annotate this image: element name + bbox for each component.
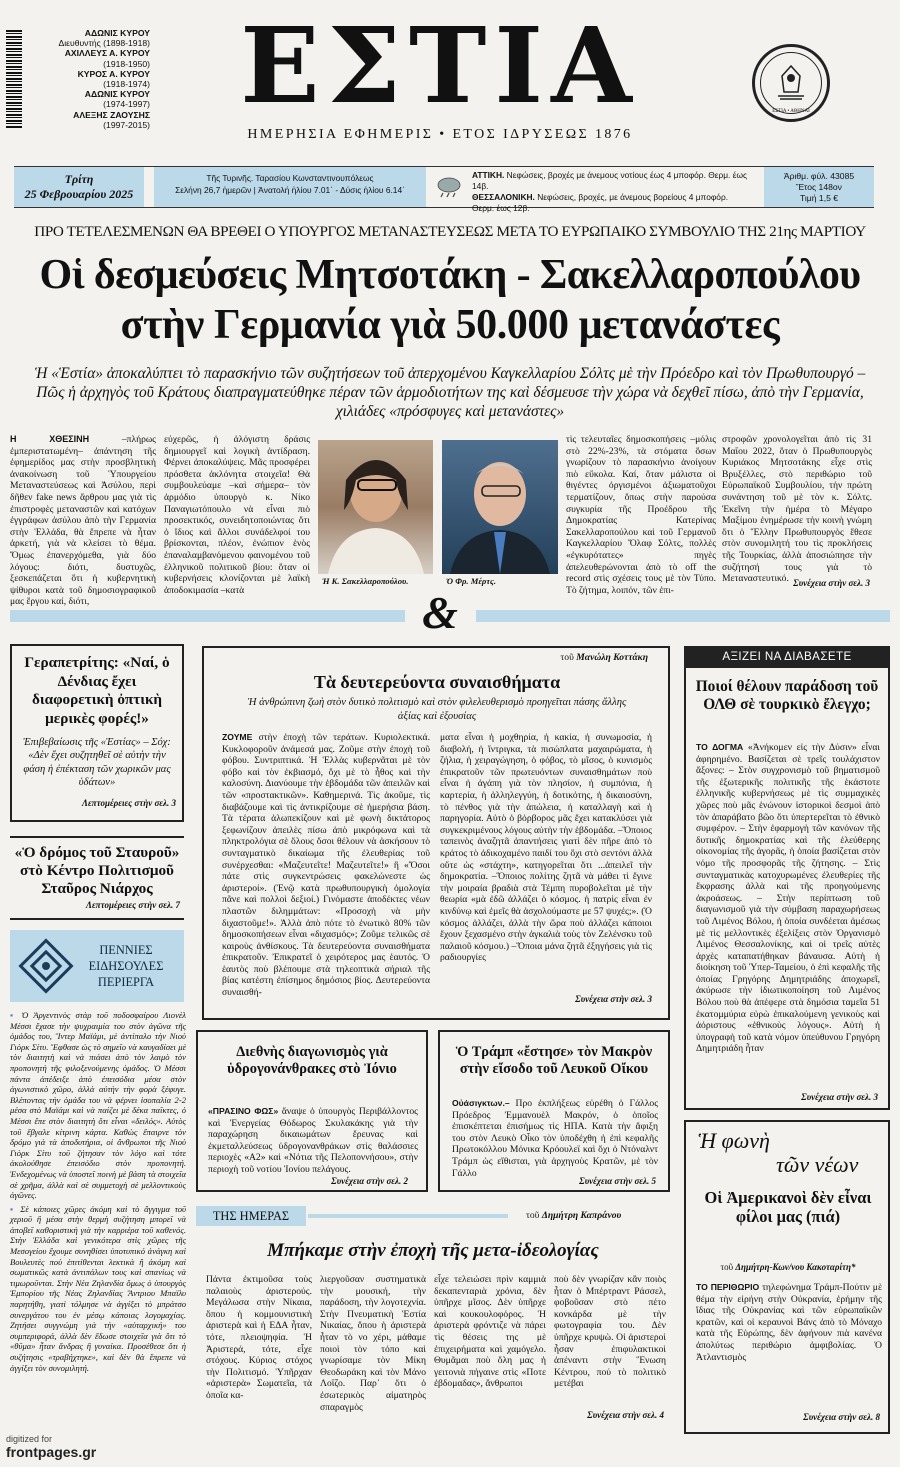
feature-col1-text: στὴν ἐποχὴ τῶν τεράτων. Κυριολεκτικά. Κυκλοφοροῦν ἀνάμεσά μας. Ζοῦμε στὴν ἐποχὴ τοῦ φόβου. Συντριπτικά. Ἡ Ἑλλὰς κυβερνᾶται μὲ τὸν φόβο καὶ τὸν ἐκβιασμό, ὄχι μὲ τὸ ἦθος καὶ τὴν καλοσύνη. Διανύουμε τὴν ἑβδομάδα τῶν ἀπειλῶν καὶ τῶν «προστακτικῶν». Καθημερινά. Τὶς ἀκοῦμε, τὶς διαβάζουμε καὶ τὶς ἀντικρίζουμε σὲ ἡμερήσια βάση. Τὰ τέρατα ἀλωπεκίζουν καὶ μὲ φωνὴ δικτάτορος ξεφωνίζουν ἀπειλὲς πίσω ἀπὸ μικρόφωνα καὶ τὰ πληκτρολόγια σὲ ὅλους ὅσοι θέλουν νὰ ἀσκήσουν τὸ συνταγματικὸ δικαίωμα τῆς ἐλευθερίας τοῦ συνέρχεσθαι: «Μαζευτεῖτε! Μαζευτεῖτε!» ἢ «Ὅσοι πάτε στὶς συγκεντρώσεις φακελώνεστε ὡς ἀριστεροί». (Ἐνῷ κατὰ πρωθυπουργικὴ ὁμολογία πᾶνε καὶ πολλοὶ δεξιοί.) Γινόμαστε ἀποδέκτες νέων πλαστῶν διλημμάτων: «Προσοχὴ νὰ μὴν διχαστοῦμε!». Ἀλλὰ ἀπὸ πότε τὸ ἐνωτικὸ 80% τῶν δημοσκοπήσεων εἶναι «διχασμός»; Ζοῦμε τελικῶς σὲ καιροὺς ἀνθίσκους. Τὰ δευτερεύοντα συναισθήματα ἐπικρατοῦν. Ἐπικρατεῖ ὁ χειρότερος μας ἑαυτός. Ὁ ἑαυτὸς ποὺ βλέπουμε στὰ τηλεοπτικὰ σήριαλ τῆς βίας κατέστη ἐπίσημος δημόσιος βίος. Δευτερεύοντα συναισθή- (222, 732, 430, 999)
photo-caption-1: Ἡ Κ. Σακελλαροπούλου. (322, 576, 409, 586)
mid1-lead: «ΠΡΑΣΙΝΟ ΦΩΣ» (208, 1106, 279, 1116)
newspaper-title: ΕΣΤΙΑ (240, 4, 640, 127)
photo-sakellaropoulou (318, 440, 433, 574)
lead-deck: Ἡ «Ἑστία» ἀποκαλύπτει τὸ παρασκήνιο τῶν συζητήσεων τοῦ ἀπερχομένου Καγκελλαρίου Σόλτς μὲ τὴν Πρόεδρο καὶ τὸν Πρωθυπουργό – Πῶς ἡ ἀρχηγὸς τοῦ Κράτους διαπραγματεύθηκε πέραν τῶν ἁρμοδιοτήτων της καὶ δέσμευσε τὴν χώρα νὰ δεχθεῖ πίσω, ἀπὸ τὴν Γερμανία, χιλιάδες «πρόσφυγες καὶ μετανάστες» (34, 365, 866, 420)
right2-byline (690, 1262, 886, 1272)
youth-column-name-2: τῶν νέων (776, 1152, 859, 1177)
footer-credit (6, 1434, 206, 1460)
day-name: Τρίτη (64, 172, 94, 186)
feature-byline-name: Μανώλη Κοττάκη (576, 652, 648, 663)
footer-line1: digitized for (6, 1434, 53, 1444)
saints-text: Τῆς Τυρινῆς. Ταρασίου Κωνσταντινουπόλεως (206, 173, 374, 183)
left2-more[interactable]: Λεπτομέρειες στὴν σελ. 7 (85, 900, 180, 910)
right2-byline-prefix: τοῦ (720, 1262, 734, 1272)
right2-byline-name: Δημήτρη-Κων/νου Κακοταρίτη* (735, 1262, 856, 1272)
editorial-title: Μπήκαμε στὴν ἐποχὴ τῆς μετα-ἰδεολογίας (267, 1240, 599, 1261)
pennies-header (10, 930, 184, 1002)
youth-column-name-1: Ἡ φωνὴ (698, 1128, 770, 1153)
barcode (6, 30, 22, 128)
right2-text: τηλεφώνημα Τράμπ-Πούτιν μὲ θέμα τὴν εἰρήνη στὴν Οὐκρανία, ἐρήμην τῆς ἴδιας τῆς Οὐκρανίας καὶ τῶν εὐρωπαϊκῶν κρατῶν, καὶ οἱ κεραυνοὶ Βάνς ἀπὸ τὸ Μόναχο κατὰ τῆς Εὐρώπης, δὲν ἀφήνουν πιὰ κανένα ἀπολύτως περιθώριο ἀμφιβολίας. Ὁ Ἀτλαντισμὸς (696, 1282, 882, 1363)
divider-right (476, 610, 890, 622)
lead-headline-line2: στὴν Γερμανία γιὰ 50.000 μετανάστες (120, 302, 780, 348)
photo-merz (442, 440, 558, 574)
lead-col1-text: –πλήρως ἐμπεριστατωμένη– ἀπάντηση τῆς ἐφημερίδος μας στὴν προσβλητικὴ ἀνακοίνωση τοῦ Ὑπουργείου Μεταναστεύσεως καὶ Ἀσύλου, περὶ δῆθεν fake news ἄρθρου μας γιὰ τὶς ἐπιστροφὲς μεταναστῶν καὶ κατόχων ἐγγράφων ἀσύλου ἀπὸ τὴν Γερμανία στὴν Ἑλλάδα, θὰ ἔπρεπε νὰ ἦταν ἀρκετή, γιὰ νὰ κλείσει τὸ θέμα. Ὅμως ἐπανερχόμεθα, γιὰ δύο λόγους: διότι, δυστυχῶς, ξεσκεπάζεται ὅτι ἡ κυβερνητικὴ ψίθυροι κατὰ τοῦ δημοσιογραφικοῦ μας ἔργου καί, διότι, (10, 434, 156, 608)
feature-box (202, 646, 670, 1020)
mid2-continue[interactable]: Συνέχεια στὴν σελ. 5 (579, 1176, 656, 1186)
weather-text (472, 170, 752, 214)
right1-text: «Ἀνήκομεν εἰς τὴν Δύσιν» εἶναι ἀφηρημένο. Βασίζεται σὲ τρεῖς τουλάχιστον ἄξονες: – Στὸν συγχρονισμὸ τοῦ βηματισμοῦ τῆς ἐξωτερικῆς πολιτικῆς τῆς ἑκάστοτε ἑλληνικῆς κυβερνήσεως μὲ τὶς συμμαχικὲς χῶρες ποὺ μᾶς ἑνώνουν ἱστορικοὶ δεσμοὶ ἀπὸ τὸν ἀπαράβατο βῶο ὅτι ὑπερτερεῖται τὸ ἐθνικὸ συμφέρον. – Στὴν ἐφαρμογὴ τῶν κανόνων τῆς δυτικῆς δημοκρατίας καὶ τῆς ἐλεύθερης οἰκονομίας τῆς ἀγορᾶς, ἡ ὁποία βασίζεται στὸν νόμο τῆς προσφορᾶς τῆς ζήτησης. – Στὶς συνταγματικὰς κατοχυρωμένες ἐλευθερίες τῆς ἔκφρασης ἀλλὰ καὶ τῆς προηγούμενης ἀκροάσεως. – Στὴν περίπτωση τοῦ διαγωνισμοῦ γιὰ τὴν σύμβαση παραχωρήσεως τοῦ Λιμένος Βόλου, ἡ ὁποία συνδέεται ἀμέσως μὲ τὶς μελλοντικὲς ἐξελίξεις στὸν Ὀργανισμὸ Λιμένος Θεσσαλονίκης, καὶ οἱ τρεῖς αὐτὲς ἀρχὲς καταπατήθηκαν βάναυσα. Αὐτὴ ἡ διοίκηση τοῦ Ὑπερ-Ταμείου, ὁ ἐπὶ κεφαλῆς τῆς ὁποίας Γρηγόρης Δημητριάδης ἀποχωρεῖ, ἀκύρωσε τὴν ἰδιωτικοποίηση τοῦ Λιμένος Βόλου ποὺ θὰ ἀπέφερε στὰ δημόσια ταμεῖα 51 ἑκατομμύρια εὐρὼ ἐπικαλούμενη γενικοὺς καὶ ἀόριστους «ἐθνικοὺς λόγους». Αὐτὴ ἡ ὑπογραφὴ τοῦ κατὰ νόμον ὑπεύθυνου Γρηγόρη Δημητριάδη ἦταν (696, 742, 880, 1055)
lead-column-3: τὶς τελευταῖες δημοσκοπήσεις –μόλις στὸ 22%-23%, τὰ στόματα ὅσων γνωρίζουν τὸ παρασκήνιο ἀνοίγουν πιὸ εὔκολα. Καί, ὅταν μάλιστα οἱ θιγέντες ὀργισμένοι ἀξιωματοῦχοι τερματίζουν, ὅπως στὴν παρούσα συγκυρία τῆς Προέδρου τῆς Δημοκρατίας Κατερίνας Σακελλαροπούλου καὶ τοῦ Γερμανοῦ Καγκελλαρίου Ὄλαφ Σόλτς, πολλὲς «ἐγκυρότατες» πηγὲς ἀπελευθερώνονται ἀπὸ τὸ off the record στὶς σχέσεις τους μὲ τὸν Τύπο. Τὸ ζήτημα, λοιπόν, τῶν ἐπι- (566, 434, 716, 596)
lead-column-1 (10, 434, 156, 608)
right2-continue[interactable]: Συνέχεια στὴν σελ. 8 (803, 1412, 880, 1422)
feature-byline-prefix: τοῦ (560, 652, 574, 663)
right2-title: Οἱ Ἀμερικανοὶ δὲν εἶναι φίλοι μας (πιά) (704, 1188, 872, 1226)
issue-price: Τιμή 1,5 € (799, 193, 839, 203)
sun-text: Σελήνη 26,7 ἡμερῶν | Ἀνατολή ἡλίου 7.01΄ - Δύσις ἡλίου 6.14΄ (175, 185, 405, 195)
diamond-ornament-icon (18, 938, 74, 994)
divider-left (10, 610, 405, 622)
editorial-rule (308, 1214, 508, 1218)
right2-body (696, 1282, 882, 1406)
right1-label: ΑΞΙΖΕΙ ΝΑ ΔΙΑΒΑΣΕΤΕ (684, 646, 890, 668)
editorial-column-1: Πάντα ἐκτιμοῦσα τοὺς παλαιοὺς ἀριστερούς. Μεγάλωσα στὴν Νίκαια, ὅπου ἡ κομμουνιστικὴ ἀριστερὰ καὶ ἡ ΕΔΑ ἦταν, τότε, πλειοψηφία. Ἡ Ἀριστερά, τότε, εἶχε στόχους. Κύριος στόχος τὴν Πολιτισμό. Ὑπῆρχαν «ἀριστερὰ» Σωματεῖα, τὰ ὁποῖα κα- (206, 1274, 312, 1401)
lead-column-4: στροφῶν χρονολογεῖται ἀπὸ τὶς 31 Μαΐου 2022, ὅταν ὁ Πρωθυπουργὸς Κυριάκος Μητσοτάκης εἶχε στὶς Βρυξέλλες, στὸ περιθώριο τοῦ Εὐρωπαϊκοῦ Συμβουλίου, τὴν πρώτη συνάντηση τοῦ μὲ τὸν κ. Σόλτς. Ἐκεῖνη τὴν ἡμέρα τὸ Μέγαρο Μαξίμου ἐνημέρωσε τὴν κοινὴ γνώμη ὅτι ὁ Ἕλλην Πρωθυπουργὸς ἔθεσε στὸν συνομιλητή του τὶς προκλήσεις τῆς Τουρκίας, ἀλλὰ ἀποσιώπησε τὴν συζήτησή τους γιὰ τὸ Μεταναστευτικό. (722, 434, 872, 585)
weather-thess-label: ΘΕΣΣΑΛΟΝΙΚΗ. (472, 192, 535, 202)
left1-deck: Ἐπιβεβαίωσις τῆς «Ἑστίας» – Σόχ: «Δὲν ἔχει συζητηθεῖ σὲ αὐτὴν τὴν φάση ἡ ἐπέκταση τῶν χωρικῶν μας ὑδάτων» (23, 737, 171, 789)
mid2-title: Ὁ Τράμπ «ἔστησε» τὸν Μακρὸν στὴν εἴσοδο τοῦ Λευκοῦ Οἴκου (455, 1044, 653, 1077)
founder-name: ΑΔΩΝΙΣ ΚΥΡΟΥ (84, 89, 150, 100)
mid2-body (452, 1098, 658, 1179)
weather-attiki: Νεφώσεις, βροχές με άνεμους νοτίους έως 4 μποφόρ. Θερμ. έως 14β. (472, 170, 748, 191)
weather-attiki-label: ΑΤΤΙΚΗ. (472, 170, 505, 180)
editorial-column-2: λιεργοῦσαν συστηματικὰ τὴν μουσική, τὴν παράδοση, τὴν λογοτεχνία. Στὴν Πνευματικὴ Ἑστία Νικαίας, ὅπου ἡ ἀριστερὰ ἦταν τὸ νο χέρι, μάθαμε ποιοὶ τὸν τόπο καὶ γνωρίσαμε τὸν Μίκη Θεοδωράκη καὶ τὸν Μάνο Λοΐζο. Παρ᾽ ὅτι ὁ ἐσωτερικὸς αἰματηρὸς σπαραγμὸς (320, 1274, 426, 1413)
square-bullet-icon: ▪ (10, 1203, 16, 1214)
editorial-continue[interactable]: Συνέχεια στὴν σελ. 4 (587, 1410, 664, 1420)
founder-years: (1918-1974) (103, 79, 150, 90)
editorial-column-4: ποὺ δὲν γνωρίζαν κἂν ποιὸς ἦταν ὁ Μπέρτραντ Ράσσελ, φοβοῦσαν στὸ πέτο κονκάρδα μὲ τὴν φωτογραφία του. Δὲν ὑπῆρχε κρυψὼ. Οἱ ἀριστεροὶ ἦσαν ἐπιφυλακτικοὶ ἀπέναντι στὴν Ἕνωση Κέντρου, πού τὸ πολιτικὸ μετέβαι (554, 1274, 666, 1390)
mid1-body (208, 1106, 418, 1175)
founder-name: ΚΥΡΟΣ Α. ΚΥΡΟΥ (77, 68, 150, 79)
mid1-text: ἄναψε ὁ ὑπουργὸς Περιβάλλοντος καὶ Ἐνεργείας Θόδωρος Σκυλακάκης γιὰ τὴν παραχώρηση δικαιωμάτων ἔρευνας καὶ ἐκμεταλλεύσεως ὑδρογονανθράκων στὶς θαλάσσιες περιοχὲς «Α2» καὶ «Νότια τῆς Πελοποννήσου», στὴν περιοχὴ τοῦ νοτίου Ἰονίου πελάγους. (208, 1106, 418, 1175)
right2-lead: ΤΟ ΠΕΡΙΘΩΡΙΟ (696, 1282, 760, 1292)
pennies-label-3: ΠΕΡΙΕΡΓΑ (97, 975, 155, 989)
editorial-byline (526, 1210, 621, 1221)
lead-headline-line1: Οἱ δεσμεύσεις Μητσοτάκη - Σακελλαροπούλου (39, 252, 861, 298)
founder-years: (1918-1950) (103, 58, 150, 69)
mid2-lead: Οὐάσιγκτων.– (452, 1098, 510, 1108)
right1-continue[interactable]: Συνέχεια στὴν σελ. 3 (801, 1092, 878, 1102)
issue-number: Ἀριθμ. φύλ. 43085 (783, 171, 855, 181)
square-bullet-icon: ▪ (10, 1010, 17, 1020)
editorial-column-3: εἶχε τελειώσει πρὶν καμμιὰ δεκαπενταριὰ χρόνια, δὲν ὑπῆρχε μῖσος. Δὲν ὑπῆρχε καὶ κουκουλοφόρος. Ἡ ἀριστερὰ φρόντιζε νὰ πάρει τὶς θέσεις της μὲ ἐπιχειρήματα καὶ χαμόγελο. Θυμᾶμαι ποὺ ὅλη μας ἡ γειτονιὰ πήγαινε στὶς «Ποτε ἐβδομαδας», ἄνθρωποι (434, 1274, 546, 1390)
left-box-gerapetritis (10, 644, 184, 822)
right1-lead: ΤΟ ΔΟΓΜΑ (696, 742, 744, 752)
newspaper-subtitle: ΗΜΕΡΗΣΙΑ ΕΦΗΜΕΡΙΣ • ΕΤΟΣ ΙΔΡΥΣΕΩΣ 1876 (247, 127, 633, 142)
pennies-label-1: ΠΕΝΝΙΕΣ (99, 943, 153, 957)
saints-box (154, 167, 426, 207)
editorial-byline-prefix: τοῦ (526, 1210, 540, 1221)
photo-caption-2: Ὁ Φρ. Μέρτς. (446, 576, 496, 586)
left-story-stavros (10, 836, 184, 920)
info-bar (14, 166, 874, 213)
editorial-label: ΤΗΣ ΗΜΕΡΑΣ (196, 1206, 306, 1226)
ampersand-ornament: & (422, 587, 458, 638)
founder-name: ΑΔΩΝΙΣ ΚΥΡΟΥ (84, 28, 150, 38)
date-box (14, 167, 144, 207)
mid-box-hydrocarbons (196, 1030, 428, 1192)
footer-site[interactable]: frontpages.gr (6, 1444, 97, 1460)
pennies-item-2: ▪ Σὲ κάποιες χῶρες ἀκόμη καὶ τὸ ἄγγιγμα τοῦ χεριοῦ ἢ μέσα στὴν θερμὴ συζήτηση μπορεῖ νὰ ἀποβεῖ καθοριστικὴ γιὰ τὴν καρριέρα τοῦ καθενός. Στὴν Ἑλλάδα καὶ γενικότερα στὶς χῶρες τῆς Μεσογείου ἔχουμε συνηθίσει ὑποτυπικό ἀνάγκη καὶ Βουλευτὲς ποὺ ἐπιτίθενται λεκτικὰ ἢ ἀκόμη καὶ σωματικῶς κατὰ ἀντιπάλων τους καὶ σπανίως νὰ τιμωροῦνται. Στὴν Νέα Ζηλανδία ὅμως ὁ ὑπουργὸς Ἐμπορίου τῆς Νέας Ζηλανδίας Ἄντριου Μπαϊλυ παρητήθη, γιατὶ τόλμησε νὰ ἀγγίξει τὸ μπράτσο συνεργάτου του ἐν μέσῳ κάποιας λογομαχίας. Ζητήσει συγγνώμη γιὰ τὴν «αὐταρχική» του συμπεριφορά, ἀλλὰ δὲν ἔδωσε στοιχεῖα γιὰ ὅτι τὸ «θῦμα» ἦταν ἄνδρας ἢ γυναίκα. Προσέθεσε ὅτι ἡ συζήτησις «τραβήχτηκε», καὶ δὲν θὰ ἔπρεπε νὰ ἀγγίξει τὸν συνομιλητή. (10, 1203, 187, 1373)
mid1-title: Διεθνὴς διαγωνισμὸς γιὰ ὑδρογονάνθρακες στὸ Ἰόνιο (227, 1044, 397, 1077)
lead-column-2: εὐχερῶς, ἡ ἀλόγιστη δράσις δημιουργεῖ καὶ λογικὴ ἀντίδραση. Φέρνει ἀποκαλύψεις. Μᾶς προσφέρει πρόσθετα ἀκλόνητα στοιχεῖα! Θὰ συμβουλεύαμε –καὶ σήμερα– τὸν ἁρμόδιο ὑπουργὸ κ. Νίκο Παναγιωτόπουλο νὰ εἶναι πιὸ προσεκτικός, συνειδητοποιώντας ὅτι ὁ ἴδιος καὶ ἄλλοι συνάδελφοί του βρίσκονται, πλέον, ἐνώπιον ἑνὸς ἐπαναλαμβανόμενου φαινομένου τοῦ ἑλληνικοῦ πολιτικοῦ βίου: ὅταν οἱ κυβερνήσεις κλονίζονται μὲ λαϊκὴ ἀποδοκιμασία –κατὰ (164, 434, 310, 596)
editorial-header (196, 1206, 670, 1226)
lead-continue[interactable]: Συνέχεια στὴν σελ. 3 (793, 578, 870, 588)
left1-more[interactable]: Λεπτομέρειες στὴν σελ. 3 (81, 798, 176, 808)
issue-year: Ἔτος 148ον (796, 182, 842, 192)
founder-name: ΑΧΙΛΛΕΥΣ Α. ΚΥΡΟΥ (64, 48, 150, 59)
right-box-youth (684, 1120, 890, 1434)
founder-years: (1974-1997) (103, 99, 150, 110)
founders-list (40, 28, 150, 130)
feature-title: Τὰ δευτερεύοντα συναισθήματα (313, 672, 561, 692)
feature-continue[interactable]: Συνέχεια στὴν σελ. 3 (575, 994, 652, 1004)
pennies-item-1: ▪ Ὁ Ἀργεντινὸς στὰρ τοῦ ποδοσφαίρου Λιονὲλ Μέσσι ἔχασε τὴν ψυχραιμία του στὸν ἀγῶνα τῆς ὁμάδος του, Ἴντερ Μαϊάμι, μὲ ἀντίπαλο τὴν Νιοὺ Γιὸρκ Σίτυ. Ἔφθασε ὡς τὸ σημεῖο νὰ καυγαδίσει μὲ τὸν διαιτητὴ καὶ νὰ πιάσει ἀπὸ τὸν λαιμὸ τὸν προπονητὴ τῆς φιλοξενούμενης ὁμάδος. Ὁ Μέσσι πάντα ἀπέδειξε ἀπὸ ἐπεισόδια μέσα στὸν ἀγωνιστικὸ χῶρο, ἀλλὰ αὐτὴν τὴν φορὰ ξέφυγε. Βλέποντας τὴν ὁμάδα του νὰ φέρνει ἰσοπαλία 2-2 μέσα στὸ Μαϊάμι καὶ νὰ παίζει μὲ δέκα παῖκτες, ὁ Μέσσι ἔπε στὸν διαιτητὴ ὅτι εἶναι «δειλός». Αὐτὸς τοῦ ἔβγαλε κίτρινη κάρτα. Καθὼς ἔπαιρνε τὸν δρόμο γιὰ τὰ ἀποδυτήρια, οἱ ἄνθρωποι τῆς Νιοὺ Γιὸρκ Σίτυ τοῦ ζήτησαν τὸν λόγο καὶ τότε ἀκολούθησε ἐπεισόδιο στὸν προπονητή. Ἐνδεχομένως νὰ ὑποστεῖ ποινὴ μὲ βάση τὰ στοιχεῖα σὲ χρῆμα, ἀλλὰ καὶ σὲ συμμετοχὴ σὲ μελλοντικοὺς ἀγῶνες. (10, 1010, 187, 1201)
feature-col1-initial: ΖΟΥΜΕ (222, 732, 253, 742)
seal-text: ΕΣΤΙΑ • ΑΘΗΝΑΙ (772, 109, 810, 114)
feature-deck: Ἡ ἀνθρώπινη ζωὴ στὸν δυτικὸ πολιτισμὸ καὶ στὸν φιλελευθερισμὸ προηγεῖται πάσης ἄλλης ἀξίας καὶ ἐξουσίας (247, 697, 627, 722)
pennies-label-2: ΕΙΔΗΣΟΥΛΕΣ (88, 959, 164, 973)
feature-column-2: ματα εἶναι ἡ μοχθηρία, ἡ κακία, ἡ συνωμοσία, ἡ διαβολή, ἡ ἴντριγκα, τὰ πισώπλατα μαχαιρώματα, ἡ ζήλια, ἡ χειραγώγηση, ὁ φόβος, τὸ μῖσος, ὁ κυνισμὸς ἐπικρατοῦν τῶν πρωτευόντων συναισθημάτων ποὺ εἶναι ἡ ἀγάπη γιὰ τὸν πλησίον, ἡ συμπόνια, ἡ καρτερία, ἡ ἀλληλεγγύη, ἡ δοτικότης, ἡ δικαιοσύνη, τὸ πένθος γιὰ τὴν ἀπώλεια, ἡ καταλλαγὴ καὶ ἡ παρηγορία. Αὐτὸ ὁ βόρβορος μᾶς ἔχει κατακλύσει γιὰ συγκεκριμένους λόγους αὐτὴν τὴν ἑβδομάδα. –Ὅποιος ταπεινὸς ἀναζητᾶ ἀπαντήσεις γιατὶ δὲν πῆρε ἀπὸ τὸ κράτος τὸ ἀδικοχαμένο παιδί του ὅχι στὸ σεντόνι ἀλλὰ οὔτε ὡς «στάχτη», κατηγορεῖται ὅτι ...ἀπειλεῖ τὴν δημοκρατία. –Ὅποιος πολίτης ζητᾶ νὰ μάθει τὶ ἔγινε τὴν μοιραία βραδιὰ στὰ Τέμπη πυροβολεῖται μὲ τὴν θεωρία «μὰ ἐδῶ ἀλλάζει ὁ κόσμος. ἡ πατρὶς εἶναι ἐν κινδύνῳ καὶ ἐμεῖς θὰ ἀσχολούμαστε με 57 ψυχές;». (Ὁ κόσμος ἀλλάζει, ἀλλὰ τὴν ὥρα ποὺ ἀλλάζει κάποιοι ἔχουν ξεχασμένο στὴν ἀγκαλιὰ τοὺς τὸν Ζελένσκυ τοῦ παλαιοῦ κόσμου.) –Ὅποια μάνα ζητᾶ ἐξηγήσεις γιὰ τὶς ραδιουργίες (440, 732, 652, 964)
lead-col1-initial: Η ΧΘΕΣΙΝΗ (10, 434, 90, 444)
feature-byline (560, 652, 648, 663)
right1-title: Ποιοί θέλουν παράδοση τοῦ ΟΛΘ σὲ τουρκικὸ ἔλεγχο; (695, 678, 879, 713)
founder-years: (1997-2015) (103, 119, 150, 130)
pennies-labels (74, 942, 178, 990)
date-text: 25 Φεβρουαρίου 2025 (24, 187, 134, 201)
left1-title: Γεραπετρίτης: «Ναί, ὁ Δένδιας ἔχει διαφορετικὴ ὀπτικὴ μερικὲς φορές!» (24, 654, 170, 727)
right1-body (696, 742, 880, 1088)
mid2-text: Προ ἐκπλήξεως εὑρέθη ὁ Γάλλος Πρόεδρος Ἐμμανουὲλ Μακρόν, ὁ ὁποῖος ἐπισκέπτεται ἐπισήμως τὶς ΗΠΑ. Κατὰ τὴν ἄφιξη του στὸν Λευκὸ Οἶκο τὸν ὑποδέχθη ἡ ἐπὶ κεφαλῆς Πρωτοκόλλου Μόνικα Κρόουλεϊ καὶ ὄχι ὁ Ντόναλντ Τράμπ ὡς εἴθισται, γιὰ ἀρχηγοὺς Κρατῶν, μὲ τὸν Γάλλο (452, 1098, 658, 1179)
founder-years: Διευθυντής (1898-1918) (58, 38, 150, 49)
pennies-body (10, 1010, 186, 1430)
feature-column-1 (222, 732, 430, 1008)
left2-title: «Ὁ δρόμος τοῦ Σταυροῦ» στὸ Κέντρο Πολιτισμοῦ Σταῦρος Νιάρχος (14, 844, 180, 897)
cloud-icon (434, 175, 464, 199)
mid1-continue[interactable]: Συνέχεια στὴν σελ. 2 (331, 1176, 408, 1186)
seal-logo (752, 44, 830, 122)
mid-box-trump (438, 1030, 670, 1192)
issue-box (764, 167, 874, 207)
weather-thess: Νεφώσεις, βροχές, με άνεμους βορείους 4 μποφόρ. Θερμ. έως 12β. (472, 192, 729, 213)
founder-name: ΑΛΕΞΗΣ ΖΑΟΥΣΗΣ (73, 109, 150, 120)
lead-kicker: ΠΡΟ ΤΕΤΕΛΕΣΜΕΝΩΝ ΘΑ ΒΡΕΘΕΙ Ο ΥΠΟΥΡΓΟΣ ΜΕΤΑΝΑΣΤΕΥΣΕΩΣ ΜΕΤΑ ΤΟ ΕΥΡΩΠΑΙΚΟ ΣΥΜΒΟΥΛΙΟ ΤΗΣ 21ης ΜΑΡΤΙΟΥ (34, 223, 866, 240)
editorial-byline-name: Δημήτρη Καπράνου (541, 1210, 622, 1221)
right-box-olth (684, 646, 890, 1110)
